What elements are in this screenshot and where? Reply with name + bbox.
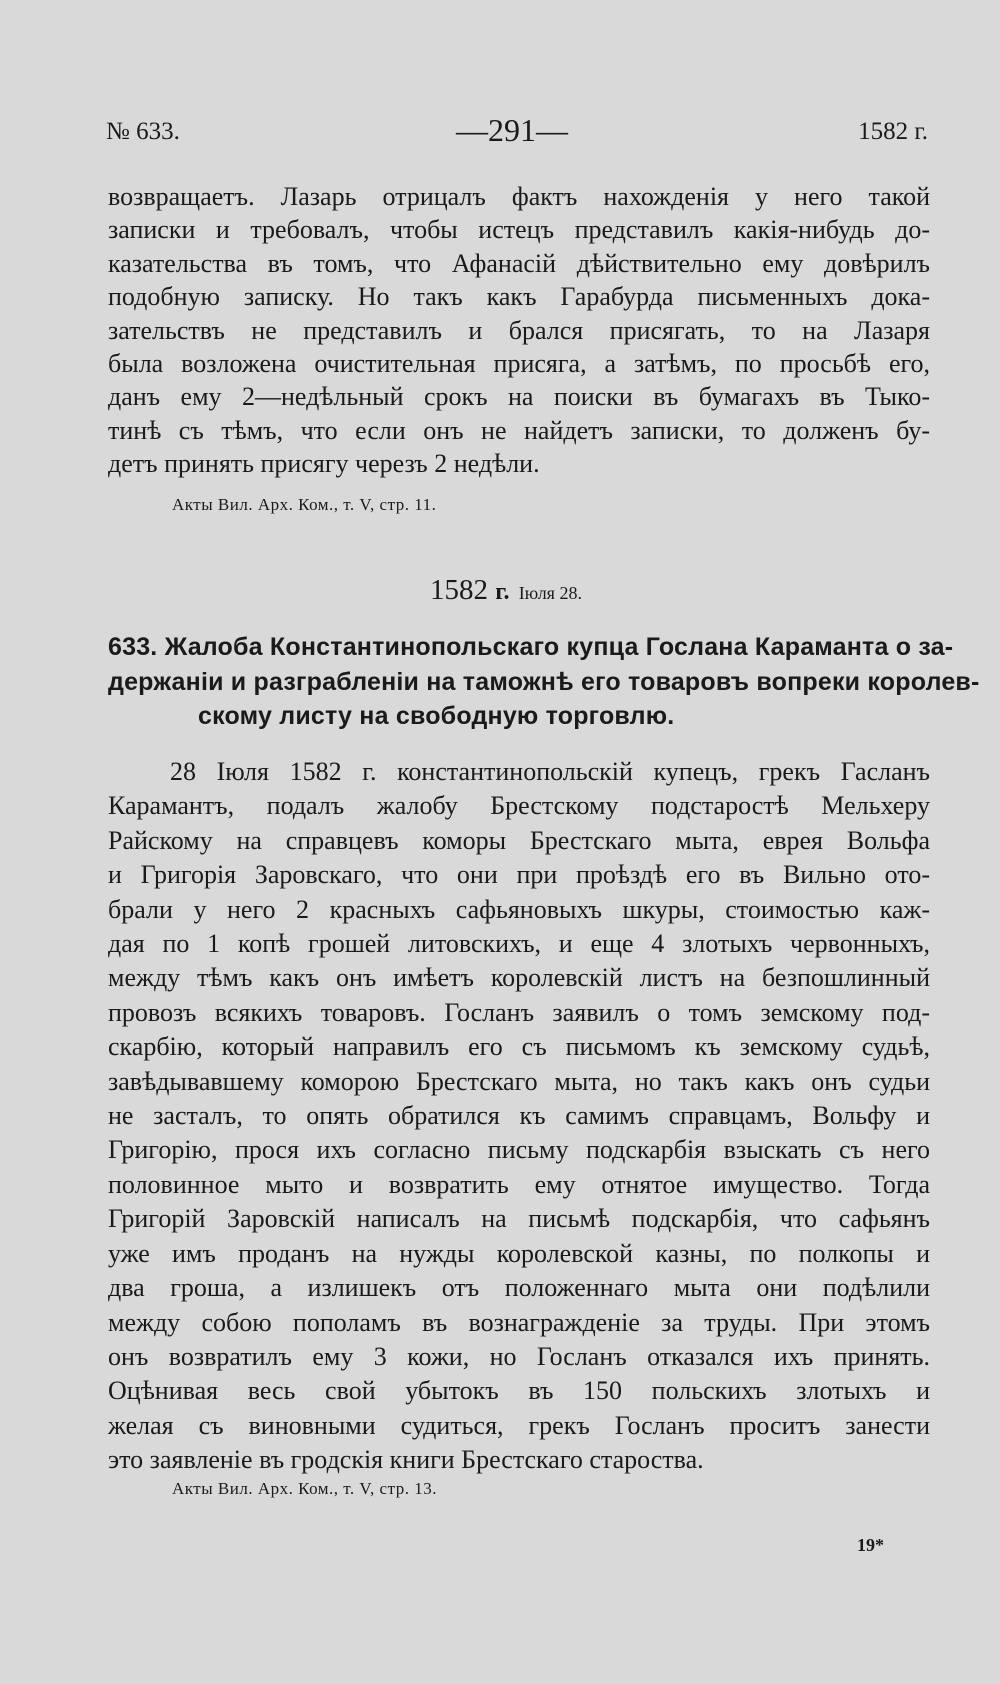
text-line: скарбію, который направилъ его съ письмомъ къ земскому судьѣ, [108, 1032, 930, 1062]
text-line: Райскому на справцевъ коморы Брестскаго мыта, еврея Вольфа [108, 825, 930, 855]
text-line: возвращаетъ. Лазарь отрицалъ фактъ нахожденія у него такой [108, 182, 930, 211]
continued-paragraph [108, 180, 930, 481]
text-line: Карамантъ, подалъ жалобу Брестскому подстаростѣ Мельхеру [108, 791, 930, 821]
text-line: и Григорія Заровскаго, что они при проѣздѣ его въ Вильно ото- [108, 860, 930, 890]
header-year: 1582 г. [858, 118, 928, 145]
text-line: Григорій Заровскій написалъ на письмѣ подскарбія, что сафьянъ [108, 1204, 930, 1234]
text-line: была возложена очистительная присяга, а затѣмъ, по просьбѣ его, [108, 349, 930, 379]
text-line: данъ ему 2—недѣльный срокъ на поиски въ бумагахъ въ Тыко- [108, 382, 930, 412]
source-citation-2: Акты Вил. Арх. Ком., т. V, стр. 13. [172, 1479, 437, 1498]
text-line: Григорію, прося ихъ согласно письму подскарбія взыскать съ него [108, 1135, 930, 1165]
text-line: не засталъ, то опять обратился къ самимъ справцамъ, Вольфу и [108, 1101, 930, 1131]
source-citation-1: Акты Вил. Арх. Ком., т. V, стр. 11. [172, 495, 437, 514]
text-line: завѣдывавшему коморою Брестскаго мыта, но такъ какъ онъ судьи [108, 1066, 930, 1096]
text-line: подобную записку. Но такъ какъ Гарабурда письменныхъ дока- [108, 282, 930, 312]
text-line: казательства въ томъ, что Афанасій дѣйствительно ему довѣрилъ [108, 248, 930, 278]
text-line: 633. Жалоба Константинопольскаго купца Гослана Караманта о за- [108, 633, 954, 661]
printer-signature-mark: 19* [857, 1535, 884, 1555]
text-line: записки и требовалъ, чтобы истецъ представилъ какія-нибудь до- [108, 215, 930, 245]
text-line: скому листу на свободную торговлю. [198, 702, 675, 730]
date-day: Іюля 28. [518, 583, 582, 603]
text-line: зательствъ не представилъ и брался присягать, то на Лазаря [108, 315, 930, 345]
text-line: половинное мыто и возвратить ему отнятое имущество. Тогда [108, 1169, 930, 1199]
text-line: между собою пополамъ въ вознагражденіе за труды. При этомъ [108, 1307, 930, 1337]
page-header [106, 112, 928, 158]
document-number: № 633. [106, 118, 180, 145]
text-line: тинѣ съ тѣмъ, что если онъ не найдетъ записки, то долженъ бу- [108, 415, 930, 445]
text-line: желая съ виновными судиться, грекъ Госланъ проситъ занести [108, 1410, 930, 1440]
text-line: уже имъ проданъ на нужды королевской казны, по полкопы и [108, 1238, 930, 1268]
entry-paragraph [108, 755, 930, 1478]
text-line: это заявленіе въ гродскія книги Брестскаго староства. [108, 1445, 704, 1475]
date-year: 1582 [430, 574, 488, 606]
date-year-abbrev: г. [495, 579, 510, 605]
text-line: два гроша, а излишекъ отъ положеннаго мыта они подѣлили [108, 1273, 930, 1303]
entry-date [430, 574, 582, 607]
text-line: дая по 1 копѣ грошей литовскихъ, и еще 4 злотыхъ червонныхъ, [108, 929, 930, 959]
text-line: между тѣмъ какъ онъ имѣетъ королевскій листъ на безпошлинный [108, 963, 930, 993]
text-line: онъ возвратилъ ему 3 кожи, но Госланъ отказался ихъ принять. [108, 1341, 930, 1371]
text-line: Оцѣнивая весь свой убытокъ въ 150 польскихъ злотыхъ и [108, 1376, 930, 1406]
entry-heading [108, 630, 980, 734]
text-line: держаніи и разграбленіи на таможнѣ его товаровъ вопреки королев- [108, 667, 980, 696]
text-line: 28 Іюля 1582 г. константинопольскій купецъ, грекъ Гасланъ [170, 757, 930, 786]
text-line: детъ принять присягу черезъ 2 недѣли. [108, 449, 540, 479]
text-line: брали у него 2 красныхъ сафьяновыхъ шкуры, стоимостью каж- [108, 894, 930, 924]
text-line: провозъ всякихъ товаровъ. Госланъ заявилъ о томъ земскому под- [108, 997, 930, 1027]
page-number: —291— [456, 112, 568, 148]
